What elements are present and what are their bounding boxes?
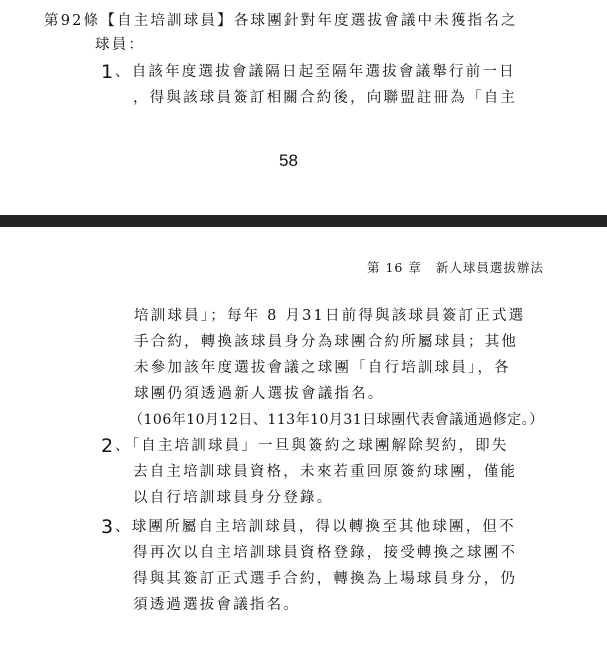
article-92-title-cont: 球員：	[95, 37, 146, 53]
item-2-number: 2	[101, 435, 114, 457]
text-line: 手合約，轉換該球員身分為球團合約所屬球員；其他	[134, 334, 519, 350]
text-line: 得與其簽訂正式選手合約，轉換為上場球員身分，仍	[133, 571, 518, 587]
text-line: 球團仍須透過新人選拔會議指名。	[134, 386, 385, 402]
item-3-number: 3	[101, 516, 114, 538]
running-header	[367, 258, 558, 276]
article-92-title: 第92條【自主培訓球員】各球團針對年度選拔會議中未獲指名之	[44, 13, 518, 29]
page-number: 58	[279, 151, 298, 170]
amendment-note: （106年10月12日、113年10月31日球團代表會議通過修定。）	[129, 412, 544, 428]
chapter-title: 新人球員選拔辦法	[435, 260, 544, 275]
text-line: 以自行培訓球員身分登錄。	[133, 490, 334, 506]
text-line: 去自主培訓球員資格，未來若重回原簽約球團，僅能	[133, 464, 518, 480]
item-1-line: ，得與該球員簽訂相關合約後，向聯盟註冊為「自主	[133, 90, 518, 106]
text-line: 未參加該年度選拔會議之球團「自行培訓球員」，各	[134, 360, 511, 376]
text-line: 得再次以自主培訓球員資格登錄，接受轉換之球團不	[133, 545, 518, 561]
chapter-number: 第 16 章	[367, 260, 422, 275]
item-1-number: 1	[101, 61, 114, 83]
text-line: 、球團所屬自主培訓球員，得以轉換至其他球團，但不	[115, 519, 516, 535]
item-1-line: 、自該年度選拔會議隔日起至隔年選拔會議舉行前一日	[115, 64, 516, 80]
text-line: 須透過選拔會議指名。	[133, 597, 300, 613]
page-divider	[0, 215, 607, 227]
text-line: 培訓球員」；每年 8 月31日前得與該球員簽訂正式選	[134, 308, 526, 324]
text-line: 、「自主培訓球員」一旦與簽約之球團解除契約，即失	[115, 438, 509, 454]
